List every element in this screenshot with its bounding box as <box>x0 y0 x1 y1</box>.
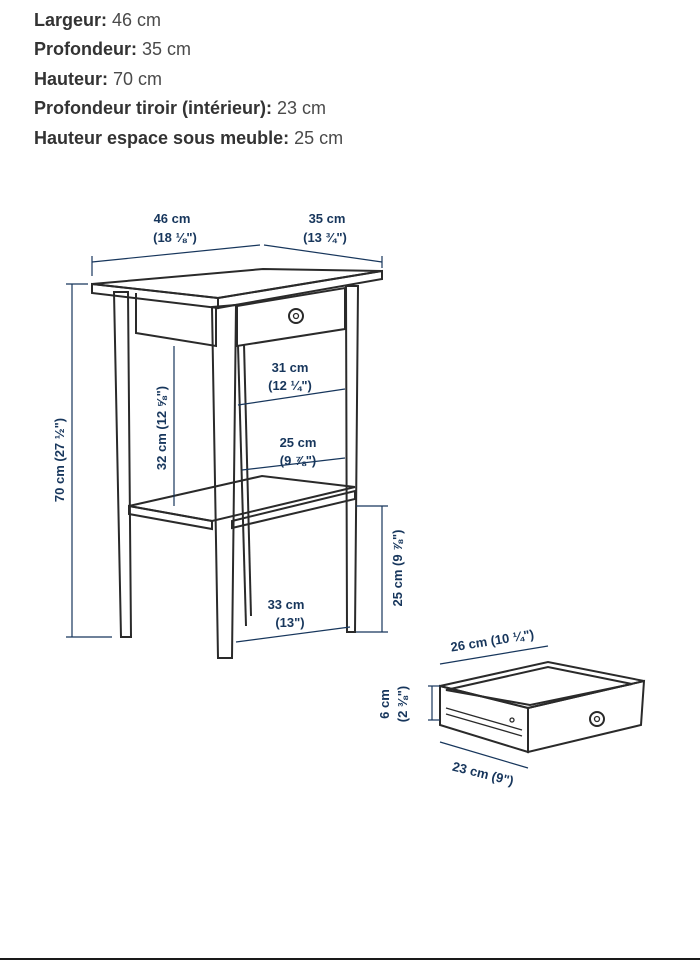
nightstand-drawing <box>92 269 382 658</box>
drawer-depth-label: 23 cm (9") <box>450 758 516 789</box>
spec-label: Profondeur tiroir (intérieur): <box>34 98 272 119</box>
drawer-height-label-cm: 6 cm <box>377 689 392 719</box>
drawer-height-label-in: (2 ⅜") <box>395 685 410 723</box>
inner-width-label-cm: 25 cm <box>279 435 317 450</box>
drawer-drawing <box>428 646 644 768</box>
spec-label: Hauteur: <box>34 68 109 89</box>
depth-label-cm: 35 cm <box>308 211 346 226</box>
divider <box>0 958 700 960</box>
inner-width-label-in: (9 ⅞") <box>279 453 317 468</box>
spec-label: Largeur: <box>34 10 108 30</box>
clearance-label: 25 cm (9 ⅞") <box>390 529 405 607</box>
spec-value: 23 cm <box>277 98 327 119</box>
spec-value: 70 cm <box>113 68 163 89</box>
width-label-cm: 46 cm <box>153 211 191 226</box>
width-label-in: (18 ⅛") <box>153 230 197 245</box>
drawer-width-label: 26 cm (10 ¼") <box>449 626 536 655</box>
inner-depth-label-in: (12 ¼") <box>268 378 312 393</box>
shelf-gap-label: 32 cm (12 ⅝") <box>154 385 169 471</box>
spec-label: Profondeur: <box>34 39 137 60</box>
base-depth-label-cm: 33 cm <box>267 597 305 612</box>
height-label: 70 cm (27 ½") <box>52 417 67 503</box>
base-depth-label-in: (13") <box>275 615 305 630</box>
spec-value: 35 cm <box>142 39 192 60</box>
spec-label: Hauteur espace sous meuble: <box>34 127 290 148</box>
spec-value: 46 cm <box>112 10 162 30</box>
inner-depth-label-cm: 31 cm <box>271 360 309 375</box>
spec-value: 25 cm <box>294 127 344 148</box>
depth-label-in: (13 ¾") <box>303 230 347 245</box>
